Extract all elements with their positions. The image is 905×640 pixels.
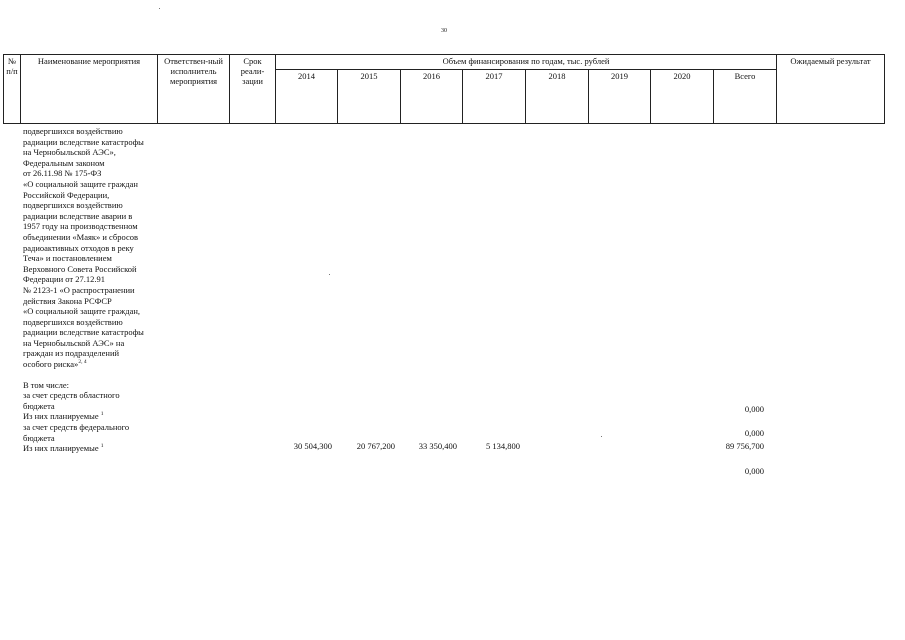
- term-header: Срок реали-зации: [230, 55, 276, 124]
- regional-budget-label: за счет средств областного: [23, 390, 120, 401]
- planned-label: [23, 411, 163, 422]
- description-line: граждан из подразделений: [23, 348, 120, 359]
- federal-2016-value: 33 350,400: [418, 441, 457, 451]
- num-header: № п/п: [4, 55, 21, 124]
- activity-description: [23, 126, 163, 454]
- footnote-ref: 1: [100, 443, 104, 450]
- federal-2015-value: 20 767,200: [356, 441, 395, 451]
- federal-budget-label: бюджета: [23, 432, 55, 443]
- description-line: от 26.11.98 № 175-ФЗ: [23, 168, 102, 179]
- scan-speck: [329, 274, 330, 275]
- scan-speck: [601, 436, 602, 437]
- regional-budget-label: бюджета: [23, 400, 55, 411]
- federal-budget-label: за счет средств федерального: [23, 422, 130, 433]
- regional-planned-total-value: 0,000: [744, 428, 764, 438]
- planned-text: Из них планируемые: [23, 443, 99, 454]
- footnote-ref: 2, 4: [78, 359, 87, 366]
- description-line: Федерации от 27.12.91: [23, 274, 105, 285]
- result-header: Ожидаемый результат: [777, 55, 885, 124]
- page-number: 30: [441, 28, 447, 34]
- year-header: 2015: [338, 70, 401, 124]
- year-header: 2020: [651, 70, 714, 124]
- description-line: действия Закона РСФСР: [23, 295, 112, 306]
- description-line: на Чернобыльской АЭС»,: [23, 147, 116, 158]
- year-header: 2014: [276, 70, 338, 124]
- description-line: Теча» и постановлением: [23, 253, 112, 264]
- description-line: Российской Федерации,: [23, 189, 110, 200]
- description-line: радиации вследствие катастрофы: [23, 327, 144, 338]
- description-line: радиоактивных отходов в реку: [23, 242, 134, 253]
- total-header: Всего: [714, 70, 777, 124]
- financing-header: Объем финансирования по годам, тыс. рублей: [276, 55, 777, 70]
- budget-header-table: [3, 54, 885, 124]
- planned-text: Из них планируемые: [23, 411, 99, 422]
- description-line-last: [23, 359, 163, 370]
- description-line: на Чернобыльской АЭС» на: [23, 337, 125, 348]
- year-header: 2016: [401, 70, 463, 124]
- description-line: «О социальной защите граждан: [23, 178, 138, 189]
- year-header: 2018: [526, 70, 589, 124]
- including-label: В том числе:: [23, 379, 69, 390]
- description-line: Федеральным законом: [23, 157, 105, 168]
- scan-speck: [159, 8, 160, 9]
- federal-planned-total-value: 0,000: [744, 466, 764, 476]
- description-line: подвергшихся воздействию: [23, 200, 123, 211]
- planned-label: [23, 443, 163, 454]
- description-text: особого риска»: [23, 359, 79, 370]
- description-line: Верховного Совета Российской: [23, 263, 137, 274]
- description-line: подвергшихся воздействию: [23, 316, 123, 327]
- description-line: объединении «Маяк» и сбросов: [23, 231, 139, 242]
- responsible-header: Ответствен-ный исполнитель мероприятия: [158, 55, 230, 124]
- description-line: подвергшихся воздействию: [23, 126, 123, 136]
- regional-total-value: 0,000: [744, 404, 764, 414]
- description-line: радиации вследствие аварии в: [23, 210, 133, 221]
- federal-2017-value: 5 134,800: [486, 441, 520, 451]
- federal-total-value: 89 756,700: [725, 441, 764, 451]
- description-line: № 2123-1 «О распространении: [23, 284, 135, 295]
- footnote-ref: 1: [100, 411, 104, 418]
- year-header: 2019: [589, 70, 651, 124]
- federal-2014-value: 30 504,300: [293, 441, 332, 451]
- name-header: Наименование мероприятия: [21, 55, 158, 124]
- description-line: «О социальной защите граждан,: [23, 306, 141, 317]
- description-line: 1957 году на производственном: [23, 221, 138, 232]
- year-header: 2017: [463, 70, 526, 124]
- description-line: радиации вследствие катастрофы: [23, 136, 144, 147]
